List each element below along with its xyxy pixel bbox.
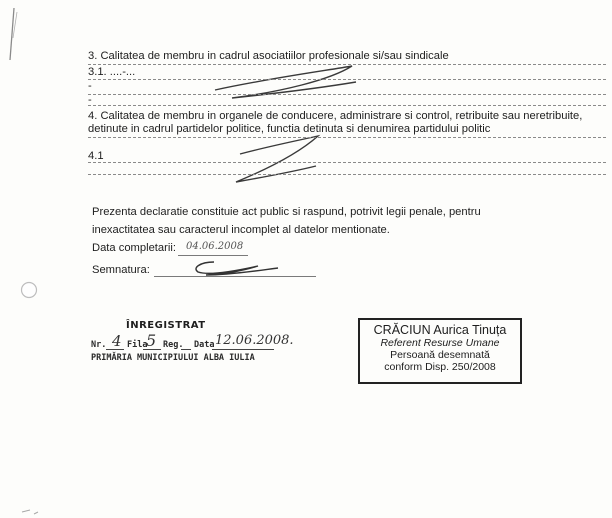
section3-dash-1: - xyxy=(88,80,92,92)
signature-line xyxy=(154,276,316,277)
official-stamp-box xyxy=(358,318,522,384)
official-role: Referent Resurse Umane xyxy=(380,337,500,349)
section4-heading-line1: 4. Calitatea de membru in organele de conducere, administrare si control, retribuite sau neretribuite, xyxy=(88,110,583,122)
date-label: Data completarii: xyxy=(92,242,176,254)
section4-underline xyxy=(88,137,606,138)
strike-scribble-section4 xyxy=(236,136,318,182)
section3-underline xyxy=(88,64,606,65)
official-name: CRĂCIUN Aurica Tinuța xyxy=(373,323,507,337)
declaration-line-2: inexactitatea sau caracterul incomplet al datelor mentionate. xyxy=(92,224,390,236)
punch-hole xyxy=(22,283,37,298)
date-value-handwritten: 04.06.2008 xyxy=(186,241,244,252)
paper-speck xyxy=(22,510,38,514)
declaration-line-1: Prezenta declaratie constituie act public si raspund, potrivit legii penale, pentru xyxy=(92,206,481,218)
entry-line xyxy=(88,105,606,106)
section4-item: 4.1 xyxy=(88,150,104,162)
entry-line xyxy=(88,174,606,175)
registration-nr-value: 4 xyxy=(112,332,122,350)
official-designation: Persoană desemnată xyxy=(390,349,490,361)
fila-line xyxy=(143,349,161,350)
date-line xyxy=(178,255,248,256)
section3-item: 3.1. ....-... xyxy=(88,66,136,78)
registration-data-value: 12.06.2008. xyxy=(215,333,294,348)
section3-heading: 3. Calitatea de membru in cadrul asociatiilor profesionale si/sau sindicale xyxy=(88,50,449,62)
nr-line xyxy=(106,349,124,350)
registration-fila-value: 5 xyxy=(146,331,157,350)
registration-reg-label: Reg. xyxy=(163,340,184,350)
reg-line xyxy=(181,349,191,350)
section3-dash-2: - xyxy=(88,94,92,106)
official-disposition: conform Disp. 250/2008 xyxy=(384,361,496,373)
entry-line xyxy=(88,79,606,80)
registration-nr-label: Nr. xyxy=(91,340,107,350)
entry-line xyxy=(88,162,606,163)
registration-data-label: Data xyxy=(194,340,215,350)
section4-heading-line2: detinute in cadrul partidelor politice, functia detinuta si denumirea partidului politic xyxy=(88,123,491,135)
signature-handwritten xyxy=(196,262,278,275)
data-line xyxy=(212,349,274,350)
signature-label: Semnatura: xyxy=(92,264,150,276)
registration-stamp-title: ÎNREGISTRAT xyxy=(126,320,206,331)
registration-fila-label: Fila xyxy=(127,340,148,350)
registration-institution: PRIMĂRIA MUNICIPIULUI ALBA IULIA xyxy=(91,353,255,363)
entry-line xyxy=(88,94,606,95)
